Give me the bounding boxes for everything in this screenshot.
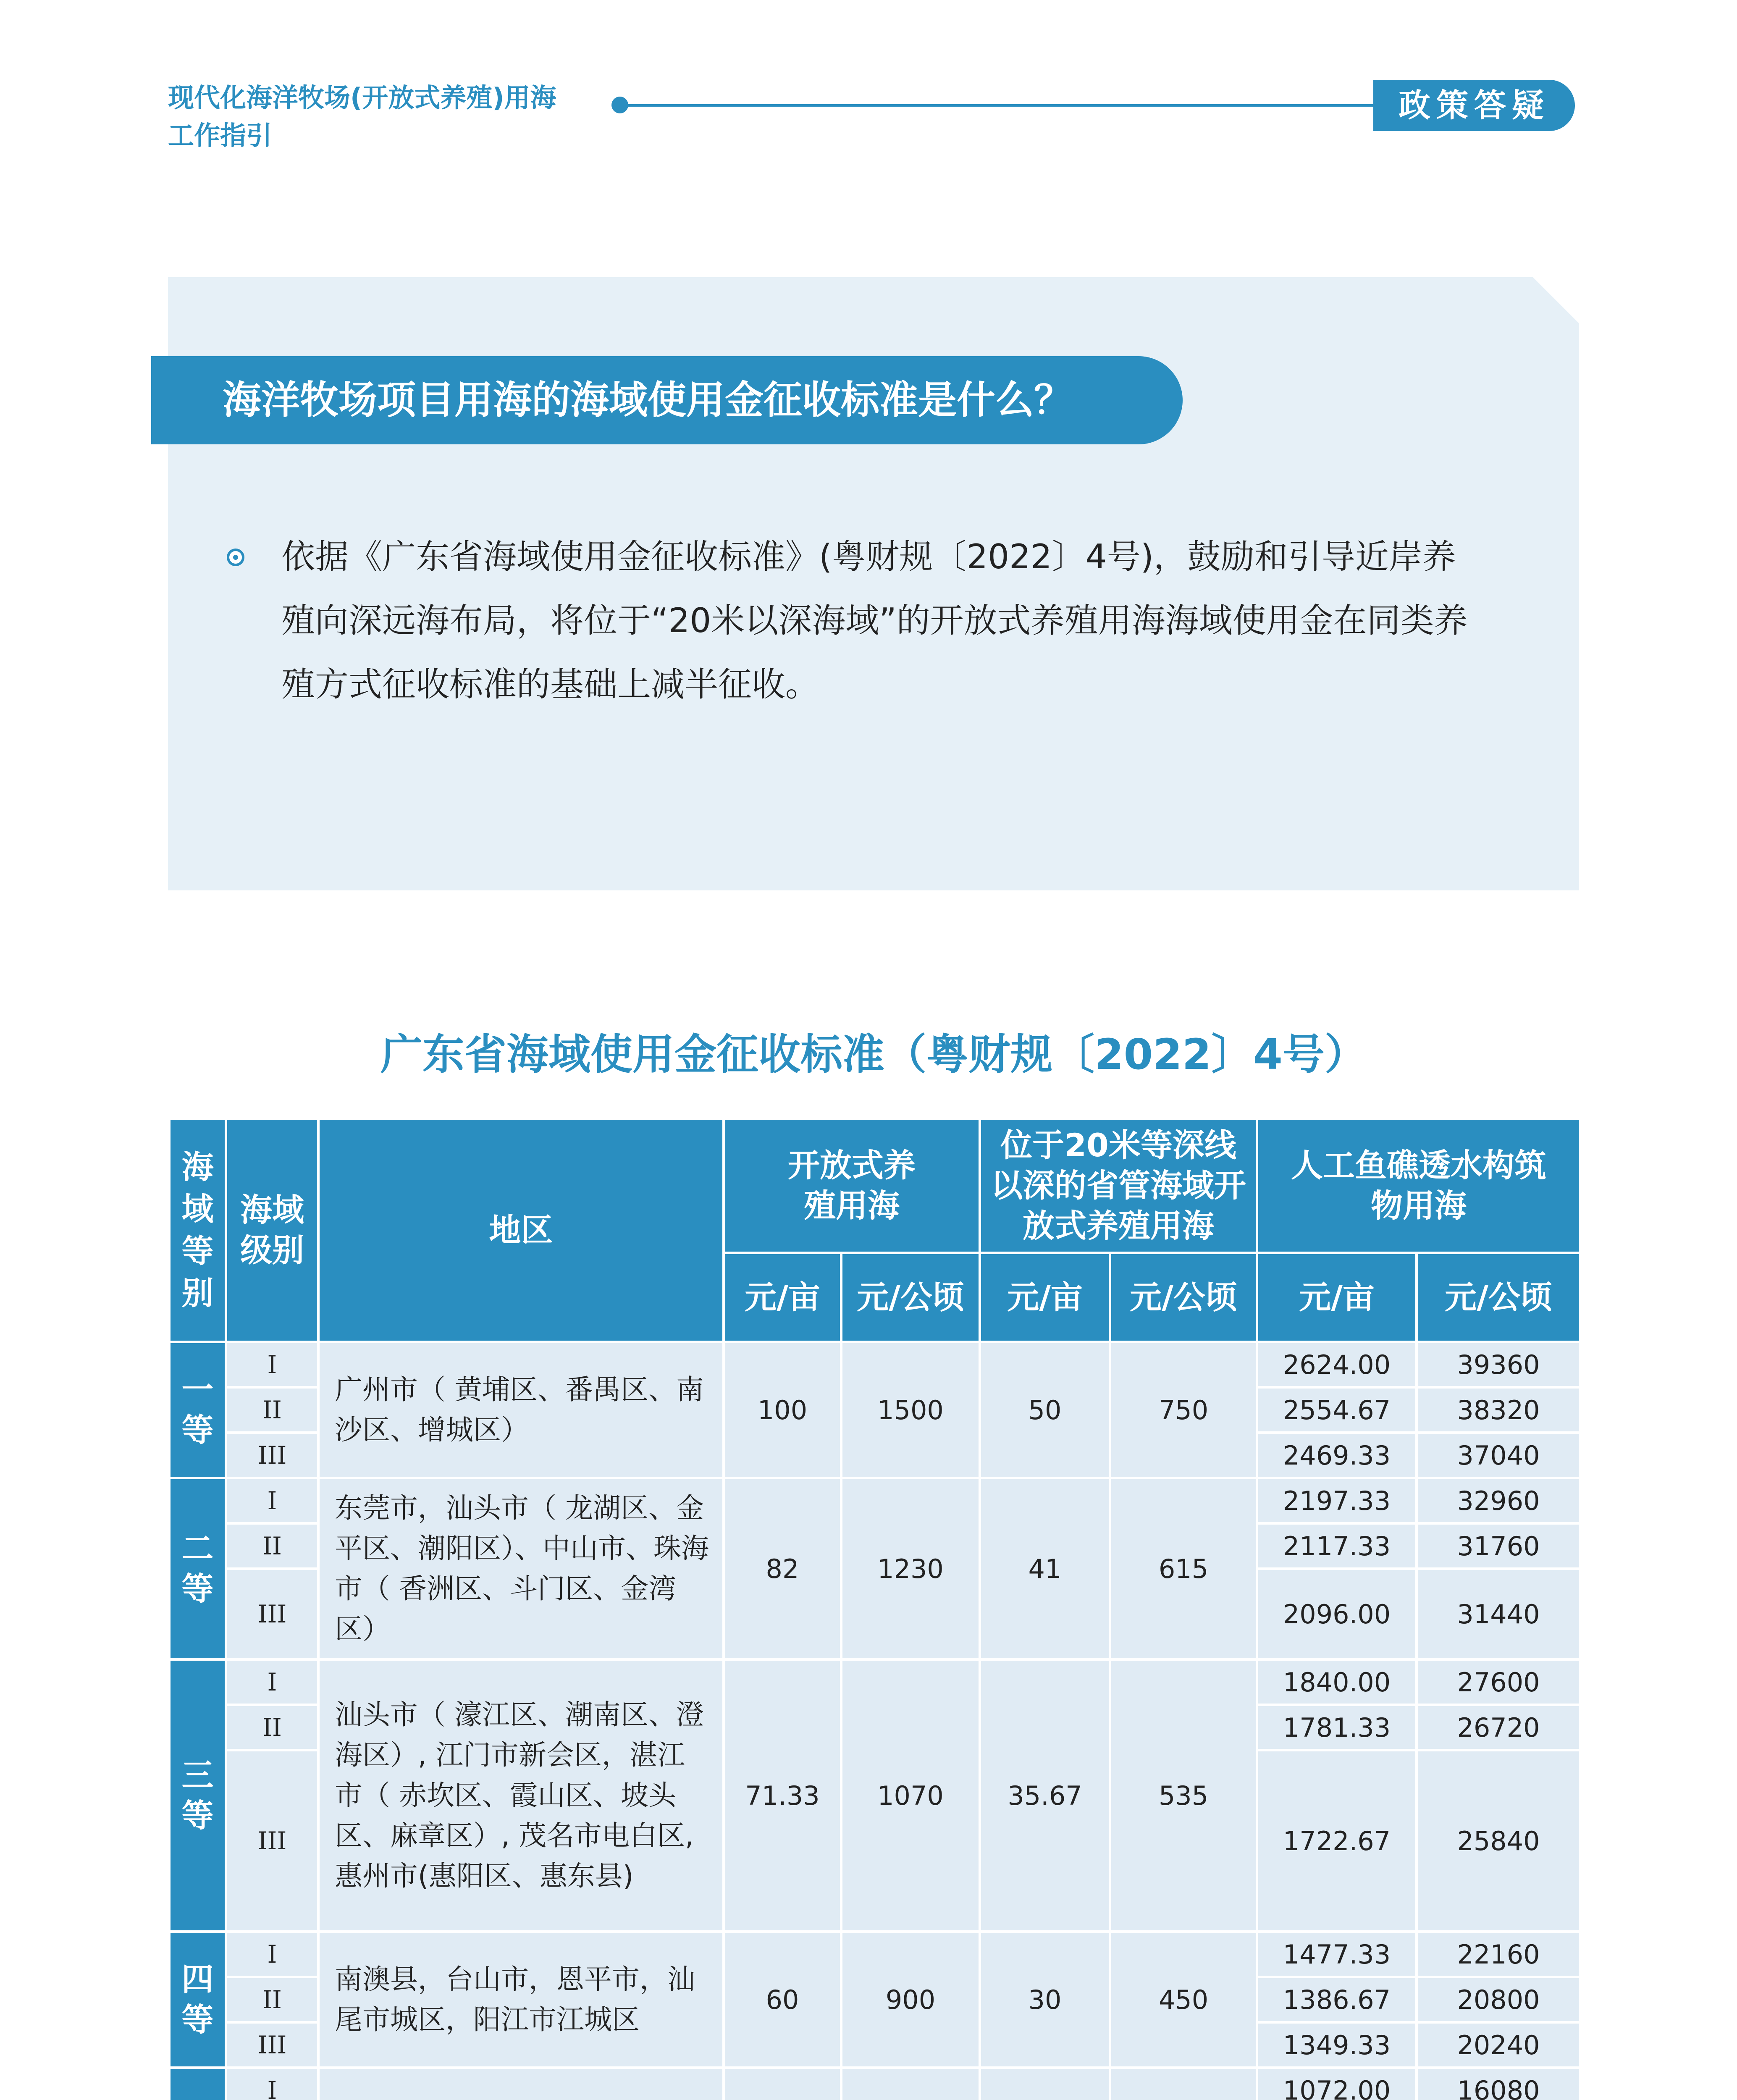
table-title: 广东省海域使用金征收标准（粤财规〔2022〕4号） [380,1030,1367,1079]
question-heading: 海洋牧场项目用海的海域使用金征收标准是什么？ [151,356,1183,444]
region-cell: 广州市（ 黄埔区、番禺区、南沙区、增城区） [318,1342,724,1478]
open-mu-cell: 71.33 [724,1659,841,1932]
table-row [169,1478,1580,1523]
answer-paragraph: 依据《广东省海域使用金征收标准》(粤财规〔2022〕4号)，鼓励和引导近岸养殖向深远海布局，将位于“20米以深海域”的开放式养殖用海海域使用金在同类养殖方式征收标准的基础上减半征收。 [281,537,1468,704]
unit-mu: 元/亩 [1257,1253,1417,1342]
reef-mu-cell: 2117.33 [1257,1523,1417,1569]
header-open-aquaculture: 开放式养殖用海 [724,1118,980,1253]
grade-cell: 一等 [169,1342,226,1478]
open-mu-cell: 82 [724,1478,841,1659]
deep-ha-cell [1110,2068,1257,2100]
reef-ha-cell: 22160 [1417,1932,1580,1977]
deep-mu-cell: 30 [980,1932,1110,2068]
deep-mu-cell [980,2068,1110,2100]
open-mu-cell: 60 [724,1932,841,2068]
reef-ha-cell: 37040 [1417,1433,1580,1478]
open-ha-cell: 1500 [841,1342,980,1478]
header-title-line1: 现代化海洋牧场(开放式养殖)用海 [168,82,556,113]
reef-ha-cell: 32960 [1417,1478,1580,1523]
grade-cell: 四等 [169,1932,226,2068]
open-mu-cell [724,2068,841,2100]
region-cell: 汕头市（ 濠江区、潮南区、澄海区）, 江门市新会区，湛江市（ 赤坎区、霞山区、坡头区、麻章区）, 茂名市电白区, 惠州市(惠阳区、惠东县) [318,1659,724,1932]
unit-ha: 元/公顷 [1417,1253,1580,1342]
grade-cell [169,2068,226,2100]
header-title [168,79,630,155]
table-row [169,2068,1580,2100]
grade-cell: 二等 [169,1478,226,1659]
reef-mu-cell: 1349.33 [1257,2022,1417,2068]
header-deep-sea-aquaculture: 位于20米等深线以深的省管海域开放式养殖用海 [980,1118,1257,1253]
level-cell: III [226,2022,318,2068]
region-cell: 南澳县，台山市，恩平市，汕尾市城区，阳江市江城区 [318,1932,724,2068]
unit-mu: 元/亩 [724,1253,841,1342]
reef-ha-cell: 31760 [1417,1523,1580,1569]
level-cell: I [226,1478,318,1523]
open-ha-cell: 1070 [841,1659,980,1932]
deep-mu-cell: 35.67 [980,1659,1110,1932]
level-cell: III [226,1569,318,1659]
grade-cell: 三等 [169,1659,226,1932]
fee-standard-table [168,1117,1582,2100]
deep-ha-cell: 615 [1110,1478,1257,1659]
header-region: 地区 [318,1118,724,1342]
header-artificial-reef: 人工鱼礁透水构筑物用海 [1257,1118,1580,1253]
level-cell: III [226,1750,318,1932]
reef-ha-cell: 20240 [1417,2022,1580,2068]
unit-mu: 元/亩 [980,1253,1110,1342]
unit-ha: 元/公顷 [1110,1253,1257,1342]
reef-mu-cell: 1477.33 [1257,1932,1417,1977]
reef-ha-cell: 20800 [1417,1977,1580,2022]
region-cell: 东莞市，汕头市（ 龙湖区、金平区、潮阳区）、中山市、珠海市（ 香洲区、斗门区、金湾区） [318,1478,724,1659]
table-row [169,1659,1580,1705]
reef-mu-cell: 1072.00 [1257,2068,1417,2100]
header-level: 海域级别 [226,1118,318,1342]
header-divider [620,104,1388,107]
reef-mu-cell: 1386.67 [1257,1977,1417,2022]
deep-mu-cell: 50 [980,1342,1110,1478]
deep-ha-cell: 450 [1110,1932,1257,2068]
reef-ha-cell: 38320 [1417,1387,1580,1433]
level-cell: II [226,1977,318,2022]
open-mu-cell: 100 [724,1342,841,1478]
reef-ha-cell: 16080 [1417,2068,1580,2100]
reef-ha-cell: 31440 [1417,1569,1580,1659]
table-row [169,1342,1580,1387]
region-cell [318,2068,724,2100]
open-ha-cell [841,2068,980,2100]
table-row [169,1932,1580,1977]
level-cell: I [226,1932,318,1977]
deep-ha-cell: 750 [1110,1342,1257,1478]
reef-ha-cell: 39360 [1417,1342,1580,1387]
deep-ha-cell: 535 [1110,1659,1257,1932]
level-cell: I [226,1342,318,1387]
deep-mu-cell: 41 [980,1478,1110,1659]
reef-mu-cell: 1781.33 [1257,1705,1417,1750]
level-cell: I [226,1659,318,1705]
reef-mu-cell: 2197.33 [1257,1478,1417,1523]
reef-mu-cell: 2624.00 [1257,1342,1417,1387]
bullet-icon [227,549,244,566]
header-grade: 海域等别 [169,1118,226,1342]
reef-ha-cell: 27600 [1417,1659,1580,1705]
level-cell: I [226,2068,318,2100]
section-badge: 政策答疑 [1373,80,1575,131]
level-cell: II [226,1387,318,1433]
unit-ha: 元/公顷 [841,1253,980,1342]
level-cell: II [226,1523,318,1569]
reef-mu-cell: 2096.00 [1257,1569,1417,1659]
level-cell: III [226,1433,318,1478]
reef-mu-cell: 1840.00 [1257,1659,1417,1705]
open-ha-cell: 1230 [841,1478,980,1659]
reef-mu-cell: 1722.67 [1257,1750,1417,1932]
reef-ha-cell: 25840 [1417,1750,1580,1932]
header-title-line2: 工作指引 [168,120,273,151]
reef-mu-cell: 2554.67 [1257,1387,1417,1433]
reef-mu-cell: 2469.33 [1257,1433,1417,1478]
level-cell: II [226,1705,318,1750]
open-ha-cell: 900 [841,1932,980,2068]
reef-ha-cell: 26720 [1417,1705,1580,1750]
